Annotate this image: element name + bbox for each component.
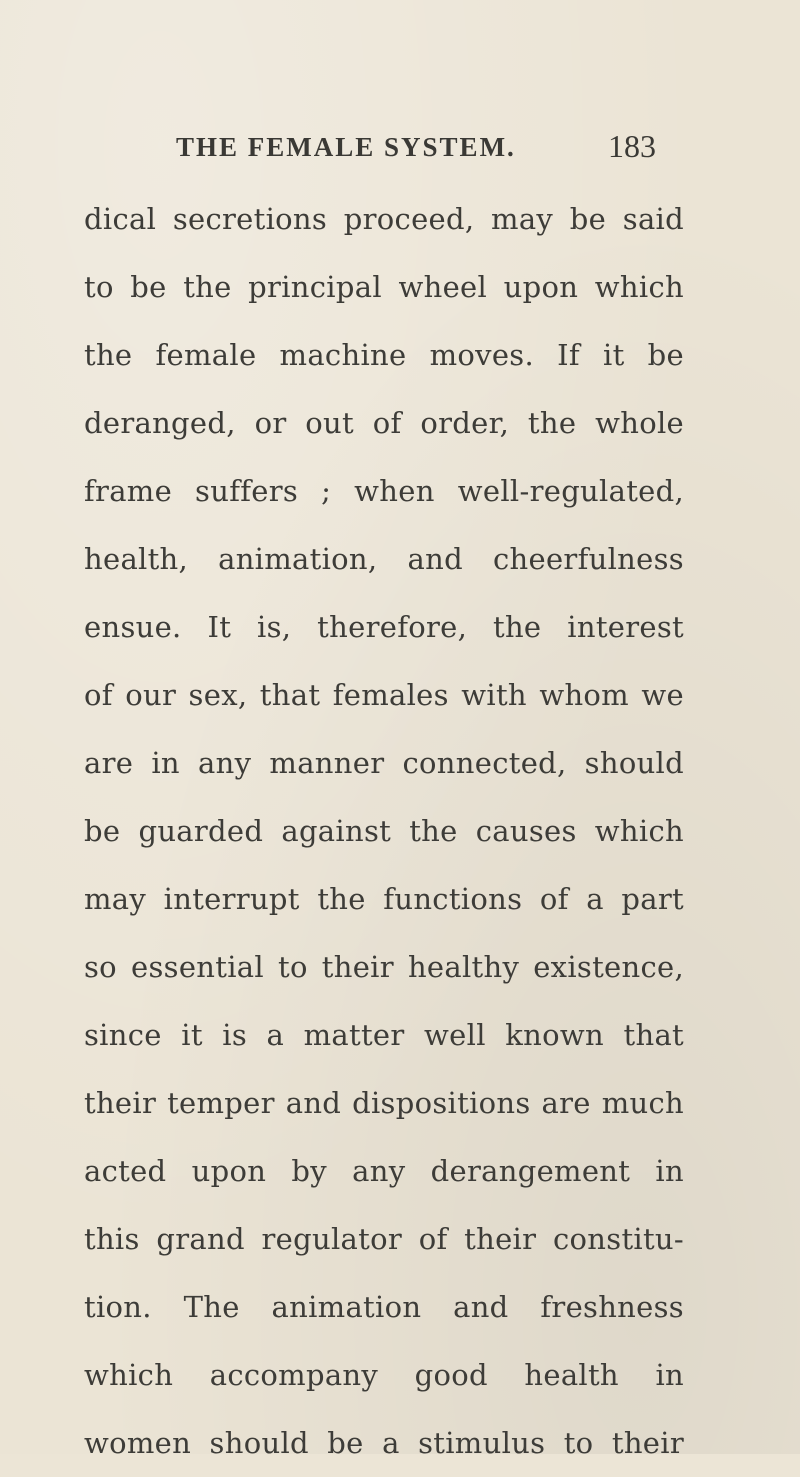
- text-line: this grand regulator of their constitu-: [84, 1222, 684, 1256]
- body-text: [84, 185, 684, 1477]
- page-number: 183: [608, 128, 656, 164]
- text-line: deranged, or out of order, the whole: [84, 406, 684, 440]
- text-line: frame suffers ; when well-regulated,: [84, 474, 684, 508]
- text-line: health, animation, and cheerfulness: [84, 542, 684, 576]
- text-line: tion. The animation and freshness: [84, 1290, 684, 1324]
- text-line: to be the principal wheel upon which: [84, 270, 684, 304]
- text-line: are in any manner connected, should: [84, 746, 684, 780]
- text-line: acted upon by any derangement in: [84, 1154, 684, 1188]
- text-line: since it is a matter well known that: [84, 1018, 684, 1052]
- text-line: ensue. It is, therefore, the interest: [84, 610, 684, 644]
- text-line: the female machine moves. If it be: [84, 338, 684, 372]
- text-line: so essential to their healthy existence,: [84, 950, 684, 984]
- text-line: which accompany good health in: [84, 1358, 684, 1392]
- running-head: [176, 128, 656, 172]
- text-line: may interrupt the functions of a part: [84, 882, 684, 916]
- text-line: of our sex, that females with whom we: [84, 678, 684, 712]
- running-head-title: THE FEMALE SYSTEM.: [176, 132, 516, 162]
- text-line: dical secretions proceed, may be said: [84, 202, 684, 236]
- text-line: their temper and dispositions are much: [84, 1086, 684, 1120]
- text-line: be guarded against the causes which: [84, 814, 684, 848]
- text-line: women should be a stimulus to their: [84, 1426, 684, 1460]
